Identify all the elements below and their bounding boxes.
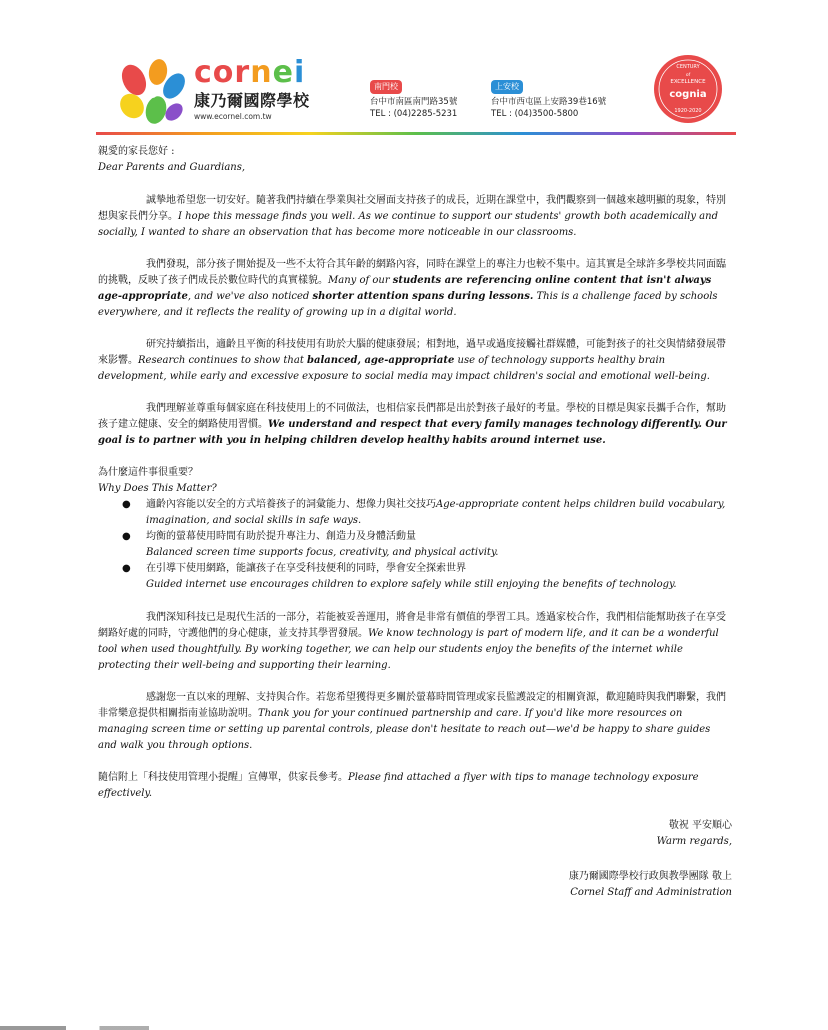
why-heading-cn: 為什麼這件事很重要？ xyxy=(98,467,198,478)
salutation xyxy=(98,144,732,176)
paragraph-2-en-part: , and we've also noticed xyxy=(187,291,313,302)
campus-north-info xyxy=(491,80,606,120)
paragraph-3-en-part: use of technology supports healthy brain development, while early and excessive exposure to social media may impact children's social and emotional well-being. xyxy=(98,355,710,382)
letterhead xyxy=(96,50,736,136)
flower-logo-icon xyxy=(116,58,188,128)
seal-text: 1920-2020 xyxy=(674,108,702,114)
signature-cn: 康乃爾國際學校行政與教學團隊 敬上 xyxy=(568,871,732,882)
campus-south-address: 台中市南區南門路35號 xyxy=(370,97,458,107)
paragraph-7-cn: 隨信附上「科技使用管理小提醒」宣傳單，供家長參考。 xyxy=(98,772,348,783)
brand-letter: i xyxy=(293,55,306,90)
paragraph-4 xyxy=(98,401,732,449)
school-name-cn: 康乃爾國際學校 xyxy=(194,91,310,110)
brand-letter: r xyxy=(234,55,251,90)
paragraph-2-en-part: This is a challenge faced by schools everywhere, and it reflects the reality of growing up in a digital world. xyxy=(98,291,718,318)
paragraph-5-en: We know technology is part of modern life, and it can be a wonderful tool when used thoughtfully. By working together, we can help our students enjoy the benefits of the internet while protecting their well-being and supporting their learning. xyxy=(98,628,719,671)
list-item-cn: 在引導下使用網路，能讓孩子在享受科技便利的同時，學會安全探索世界 xyxy=(146,563,466,574)
bullet-icon: ● xyxy=(122,531,131,542)
header-rainbow-divider xyxy=(96,132,736,135)
why-heading xyxy=(98,465,732,497)
brand-letter: e xyxy=(272,55,294,90)
closing xyxy=(657,818,732,850)
salutation-en: Dear Parents and Guardians, xyxy=(98,162,246,173)
paragraph-3-cn: 研究持續指出，適齡且平衡的科技使用有助於大腦的健康發展；相對地，過早或過度接觸社群媒體，可能對孩子的社交與情緒發展帶來影響。 xyxy=(98,339,726,366)
seal-text: CENTURY xyxy=(676,64,700,70)
list-item-en: Age-appropriate content helps children build vocabulary, imagination, and social skills in safe ways. xyxy=(146,499,726,526)
school-website: www.ecornel.com.tw xyxy=(194,112,272,121)
list-item-cn: 均衡的螢幕使用時間有助於提升專注力、創造力及身體活動量 xyxy=(146,531,416,542)
brand-letter: o xyxy=(212,55,235,90)
salutation-cn: 親愛的家長您好 : xyxy=(98,146,175,157)
seal-text: cognia xyxy=(669,89,707,100)
paragraph-5-cn: 我們深知科技已是現代生活的一部分，若能被妥善運用，將會是非常有價值的學習工具。透過家校合作，我們相信能幫助孩子在享受網路好處的同時，守護他們的身心健康，並支持其學習發展。 xyxy=(98,612,726,639)
list-item xyxy=(118,529,732,561)
signature xyxy=(569,869,732,901)
paragraph-2-en-part: Many of our xyxy=(328,275,393,286)
campus-north-tel: TEL : (04)3500-5800 xyxy=(491,109,579,119)
bullet-icon: ● xyxy=(122,499,131,510)
paragraph-4-cn: 我們理解並尊重每個家庭在科技使用上的不同做法，也相信家長們都是出於對孩子最好的考量。學校的目標是與家長攜手合作，幫助孩子建立健康、安全的網路使用習慣。 xyxy=(98,403,726,430)
list-item xyxy=(118,561,732,593)
paragraph-3 xyxy=(98,337,732,385)
campus-north-tag: 上安校 xyxy=(491,80,523,94)
closing-en: Warm regards, xyxy=(656,836,732,847)
paragraph-3-en-part: Research continues to show that xyxy=(138,355,308,366)
brand-letter: c xyxy=(194,55,213,90)
campus-south-tag: 南門校 xyxy=(370,80,402,94)
campus-north-address: 台中市西屯區上安路39巷16號 xyxy=(491,97,607,107)
paragraph-1 xyxy=(98,193,732,241)
paragraph-7 xyxy=(98,770,732,802)
paragraph-1-en: I hope this message finds you well. As we continue to support our students' growth both academically and socially, I wanted to share an observation that has become more noticeable in our classrooms. xyxy=(98,211,718,238)
bullet-icon: ● xyxy=(122,563,131,574)
seal-text: EXCELLENCE xyxy=(670,79,706,85)
paragraph-7-en: Please find attached a flyer with tips to manage technology exposure effectively. xyxy=(98,772,699,799)
paragraph-6-en: Thank you for your continued partnership and care. If you'd like more resources on managing screen time or setting up parental controls, please don't hesitate to reach out—we'd be happy to share guides and walk you through options. xyxy=(98,708,711,751)
signature-en: Cornel Staff and Administration xyxy=(570,887,732,898)
list-item-cn: 適齡內容能以安全的方式培養孩子的詞彙能力、想像力與社交技巧 xyxy=(146,499,436,510)
benefits-list xyxy=(118,497,732,593)
paragraph-6 xyxy=(98,690,732,754)
list-item xyxy=(118,497,732,529)
paragraph-6-cn: 感謝您一直以來的理解、支持與合作。若您希望獲得更多關於螢幕時間管理或家長監護設定的相關資源，歡迎隨時與我們聯繫，我們非常樂意提供相關指南並協助說明。 xyxy=(98,692,726,719)
campus-south-info xyxy=(370,80,457,120)
paragraph-2-cn: 我們發現，部分孩子開始提及一些不太符合其年齡的網路內容，同時在課堂上的專注力也較不集中。這其實是全球許多學校共同面臨的挑戰，反映了孩子們成長於數位時代的真實樣貌。 xyxy=(98,259,726,286)
list-item-en: Balanced screen time supports focus, creativity, and physical activity. xyxy=(146,547,499,558)
campus-south-tel: TEL : (04)2285-5231 xyxy=(370,109,458,119)
paragraph-2 xyxy=(98,257,732,321)
brand-letter: n xyxy=(250,55,273,90)
paragraph-3-en-bold: balanced, age-appropriate xyxy=(307,355,455,366)
paragraph-5 xyxy=(98,610,732,674)
paragraph-4-en: We understand and respect that every family manages technology differently. Our goal is to partner with you in helping children develop healthy habits around internet use. xyxy=(98,419,727,446)
paragraph-2-en-bold: students are referencing online content that isn't always age-appropriate xyxy=(98,275,712,302)
seal-text: of xyxy=(685,73,691,78)
cognia-seal-icon xyxy=(653,54,723,124)
closing-cn: 敬祝 平安順心 xyxy=(668,820,732,831)
why-heading-en: Why Does This Matter? xyxy=(98,483,217,494)
paragraph-1-cn: 誠摯地希望您一切安好。隨著我們持續在學業與社交層面支持孩子的成長，近期在課堂中，我們觀察到一個越來越明顯的現象，特別想與家長們分享。 xyxy=(98,195,726,222)
list-item-en: Guided internet use encourages children to explore safely while still enjoying the benefits of technology. xyxy=(146,579,677,590)
brand-wordmark xyxy=(194,55,306,90)
bottom-edge-rule xyxy=(0,1026,828,1030)
paragraph-2-en-bold: shorter attention spans during lessons. xyxy=(312,291,534,302)
